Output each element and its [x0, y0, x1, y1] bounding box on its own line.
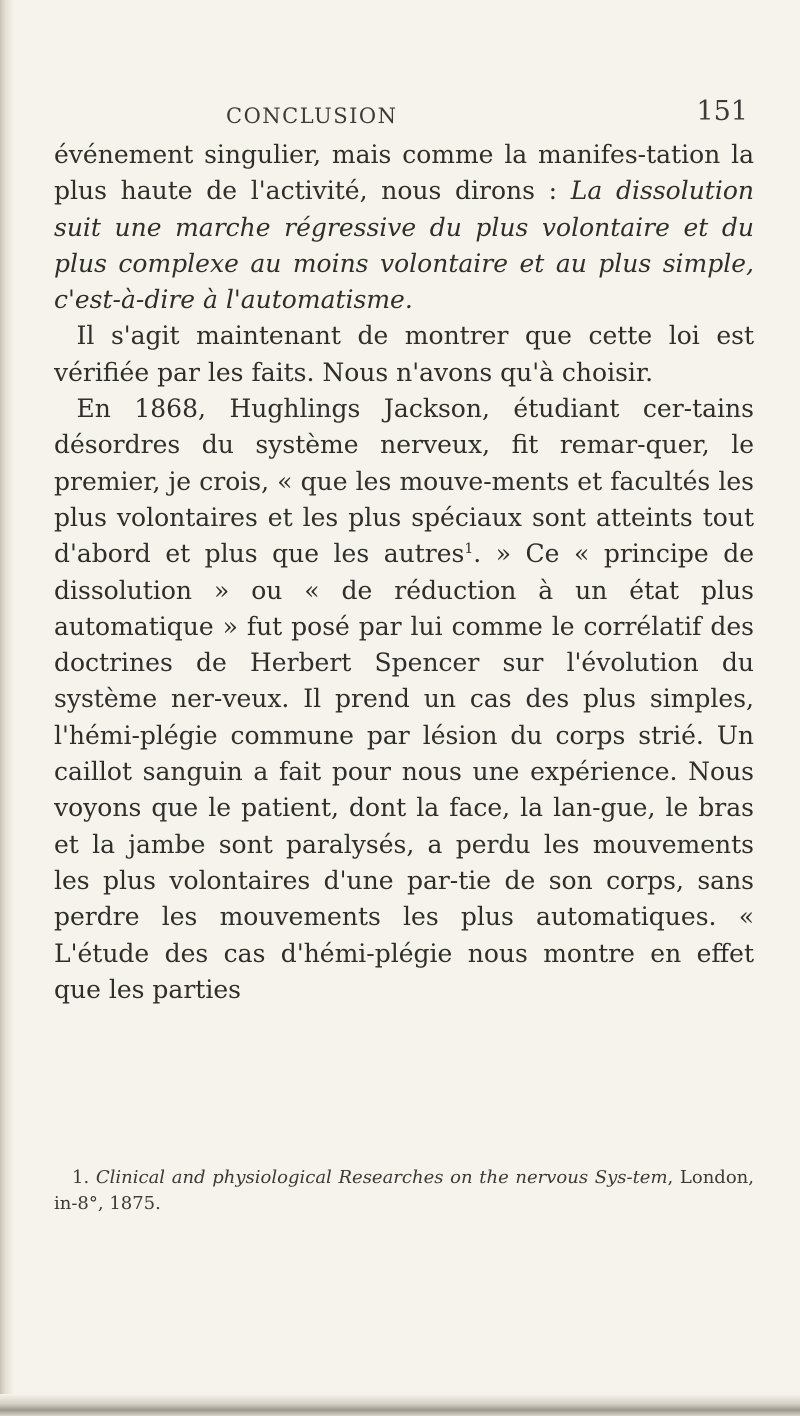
book-spine-shadow — [0, 0, 14, 1416]
paragraph-1-text: événement singulier, mais comme la manifes-tation la plus haute de l'activité, nous dirons : — [54, 140, 754, 206]
page-body — [54, 137, 754, 1008]
footnote-title: Clinical and physiological Researches on the nervous Sys-tem — [95, 1167, 668, 1188]
page-header — [40, 94, 760, 134]
paragraph-3 — [54, 391, 754, 1008]
running-title: CONCLUSION — [226, 104, 398, 128]
page-bottom-edge — [0, 1394, 800, 1416]
footnote-1 — [54, 1165, 754, 1217]
footnote-publication: , London, in-8°, 1875. — [54, 1167, 754, 1214]
footnote — [54, 1165, 754, 1217]
paragraph-1-italic-law: La dissolution suit une marche régressive du plus volontaire et du plus complexe au moins volontaire et au plus simple, c'est-à-dire à l'automatisme. — [54, 176, 754, 315]
footnote-number: 1. — [72, 1167, 90, 1188]
paragraph-1 — [54, 137, 754, 318]
footnote-reference: 1 — [464, 541, 474, 558]
page-number: 151 — [696, 96, 748, 127]
paragraph-3-text-after-note: . » Ce « principe de dissolution » ou « de réduction à un état plus automatique » fut posé par lui comme le corrélatif des doctrines de Herbert Spencer sur l'évolution du système ner-veux. Il prend un cas des plus simples, l'hémi-plégie commune par lésion du corps strié. Un caillot sanguin a fait pour nous une expérience. Nous voyons que le patient, dont la face, la lan-gue, le bras et la jambe sont paralysés, a perdu les mouvements les plus volontaires d'une par-tie de son corps, sans perdre les mouvements les plus automatiques. « L'étude des cas d'hémi-plégie nous montre en effet que les parties — [54, 539, 754, 1004]
paragraph-2: Il s'agit maintenant de montrer que cette loi est vérifiée par les faits. Nous n'avons qu'à choisir. — [54, 321, 754, 387]
paragraph-3-text-before-note: En 1868, Hughlings Jackson, étudiant cer-tains désordres du système nerveux, fit remar-quer, le premier, je crois, « que les mouve-ments et facultés les plus volontaires et les plus spéciaux sont atteints tout d'abord et plus que les autres — [54, 394, 754, 569]
